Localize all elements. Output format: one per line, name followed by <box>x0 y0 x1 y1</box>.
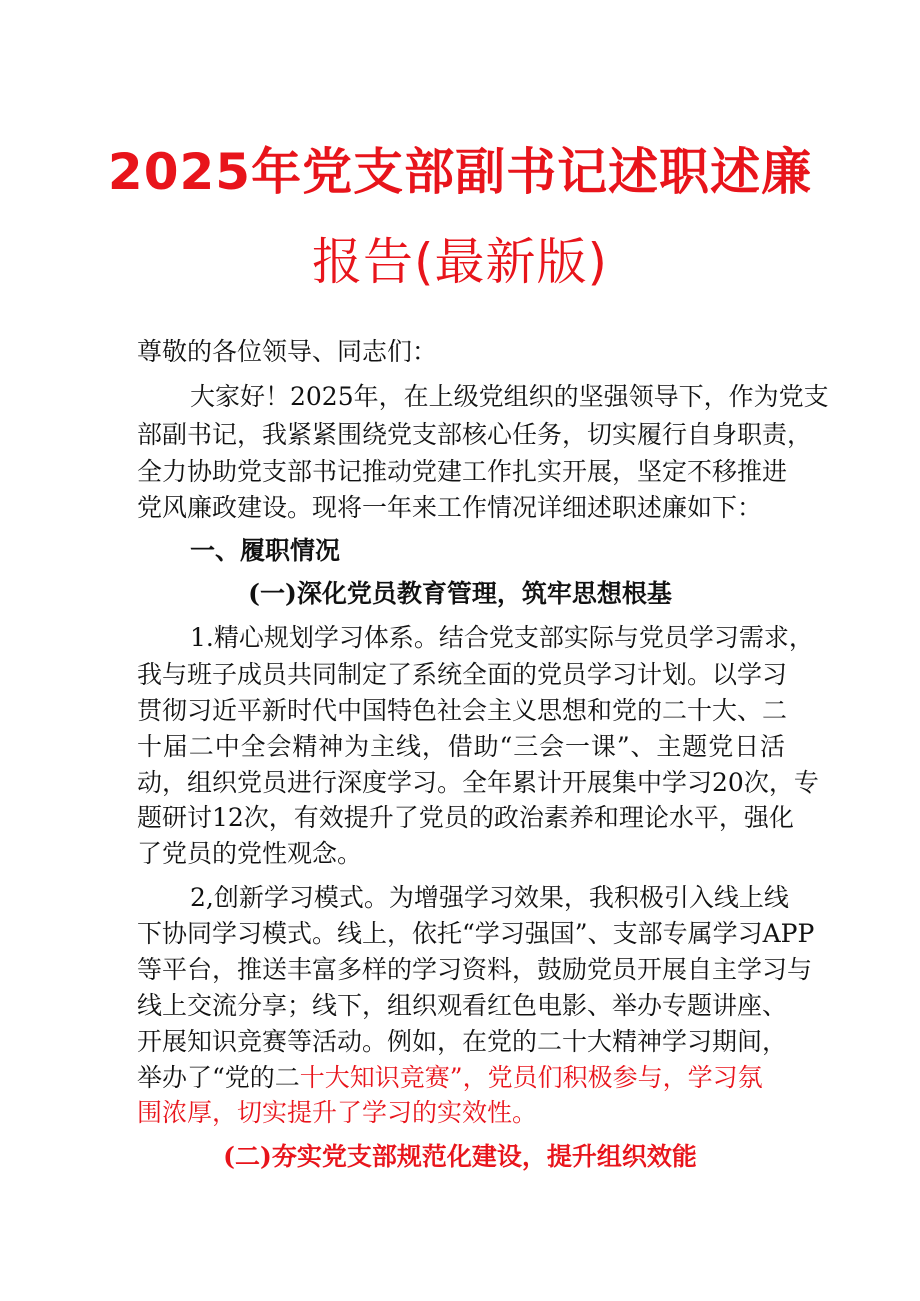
intro-line: 党风廉政建设。现将一年来工作情况详细述职述廉如下： <box>137 493 763 522</box>
paragraph-line: 下协同学习模式。线上，依托“学习强国”、支部专属学习APP <box>137 919 815 948</box>
intro-line: 部副书记，我紧紧围绕党支部核心任务，切实履行自身职责， <box>137 420 813 449</box>
intro-line: 全力协助党支部书记推动党建工作扎实开展，坚定不移推进 <box>137 457 788 486</box>
paragraph-line-mixed <box>137 1062 763 1094</box>
paragraph-line: 我与班子成员共同制定了系统全面的党员学习计划。以学习 <box>137 660 788 689</box>
highlighted-text: 十大知识竞赛”，党员们积极参与，学习氛 <box>299 1063 763 1092</box>
subsection-heading: (二)夯实党支部规范化建设，提升组织效能 <box>223 1142 697 1171</box>
paragraph-text-black: 举办了“党的二 <box>137 1063 300 1092</box>
paragraph-line: 开展知识竞赛等活动。例如，在党的二十大精神学习期间， <box>137 1027 788 1056</box>
paragraph-line: 等平台，推送丰富多样的学习资料，鼓励党员开展自主学习与 <box>137 955 813 984</box>
document-title-line-1: 2025年党支部副书记述职述廉 <box>107 143 813 201</box>
paragraph-line: 动，组织党员进行深度学习。全年累计开展集中学习20次，专 <box>137 768 819 797</box>
paragraph-line: 线上交流分享；线下，组织观看红色电影、举办专题讲座、 <box>137 991 788 1020</box>
paragraph-line: 十届二中全会精神为主线，借助“三会一课”、主题党日活 <box>137 732 785 761</box>
paragraph-line: 2,创新学习模式。为增强学习效果，我积极引入线上线 <box>190 883 789 912</box>
highlighted-text: 围浓厚，切实提升了学习的实效性。 <box>137 1098 538 1127</box>
section-heading: 一、履职情况 <box>190 536 341 565</box>
paragraph-line: 贯彻习近平新时代中国特色社会主义思想和党的二十大、二 <box>137 696 788 725</box>
document-title-line-2: 报告(最新版) <box>311 233 608 291</box>
paragraph-line: 题研讨12次，有效提升了党员的政治素养和理论水平，强化 <box>137 803 794 832</box>
salutation: 尊敬的各位领导、同志们： <box>137 337 438 366</box>
subsection-heading: (一)深化党员教育管理，筑牢思想根基 <box>248 579 672 608</box>
paragraph-line: 了党员的党性观念。 <box>137 839 363 868</box>
intro-line: 大家好！2025年，在上级党组织的坚强领导下，作为党支 <box>190 382 829 411</box>
paragraph-line: 1.精心规划学习体系。结合党支部实际与党员学习需求， <box>190 623 814 652</box>
